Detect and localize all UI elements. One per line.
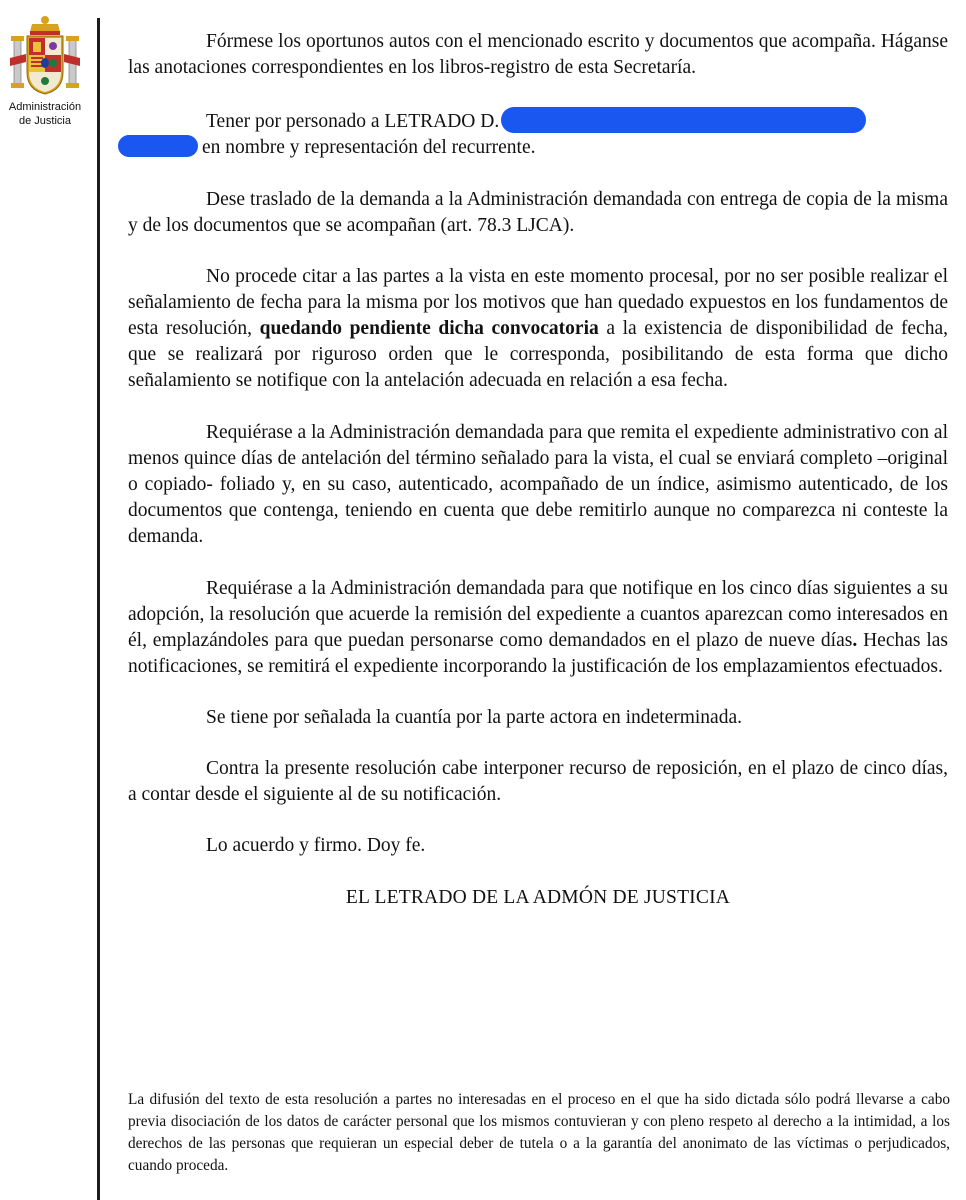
paragraph-vista: [128, 264, 948, 394]
privacy-notice: La difusión del texto de esta resolución a partes no interesadas en el proceso en el que ha sido dictada sólo podrá llevarse a cabo previa disociación de los datos de carácter personal que los mismos contuvieran y con pleno respeto al derecho a la intimidad, a los derechos de las personas que requieran un especial deber de tutela o a la garantía del anonimato de las víctimas o perjudicados, cuando proceda.: [128, 1091, 950, 1174]
signature-title: EL LETRADO DE LA ADMÓN DE JUSTICIA: [345, 887, 731, 908]
paragraph-vista-text-b: a la existencia de disponibilidad de fecha, que se realizará por riguroso orden que le corresponda, posibilitando de esta forma que dicho señalamiento se notifique con la antelación adecuada en relación a esa fecha.: [128, 318, 949, 391]
coat-of-arms-icon: [8, 14, 82, 100]
paragraph-expediente: Requiérase a la Administración demandada para que remita el expediente administrativo con al menos quince días de antelación del término señalado para la vista, el cual se enviará completo –original o copiado- foliado y, en su caso, autenticado, acompañado de un índice, asimismo autenticado, de los documentos que contenga, teniendo en cuenta que debe remitirlo aunque no comparezca ni conteste la demanda.: [128, 422, 948, 547]
logo-caption-line2: de Justicia: [19, 115, 71, 127]
paragraph-vista-text-a: No procede citar a las partes a la vista en este momento procesal, por no ser posible realizar el señalamiento de fecha para la misma por los motivos que han quedado expuestos en los fundamentos de esta resolución,: [128, 266, 948, 339]
paragraph-autos: Fórmese los oportunos autos con el mencionado escrito y documentos que acompaña. Háganse las anotaciones correspondientes en los libros-registro de esta Secretaría.: [128, 31, 948, 78]
paragraph-personado: [128, 107, 948, 161]
redaction-mark: [501, 107, 866, 133]
paragraph-vista-bold: quedando pendiente dicha convocatoria: [259, 318, 599, 339]
paragraph-personado-prefix: Tener por personado a LETRADO D.: [206, 111, 500, 132]
document-body: [128, 29, 948, 909]
redaction-mark-2: [118, 135, 198, 157]
paragraph-notificacion-text-b: Hechas las notificaciones, se remitirá el expediente incorporando la justificación de los emplazamientos efectuados.: [128, 630, 948, 677]
paragraph-recurso: Contra la presente resolución cabe interponer recurso de reposición, en el plazo de cinco días, a contar desde el siguiente al de su notificación.: [128, 758, 948, 805]
paragraph-traslado: Dese traslado de la demanda a la Administración demandada con entrega de copia de la misma y de los documentos que se acompañan (art. 78.3 LJCA).: [128, 189, 948, 236]
paragraph-firma: Lo acuerdo y firmo. Doy fe.: [206, 835, 426, 856]
paragraph-personado-suffix: en nombre y representación del recurrente.: [202, 137, 536, 158]
paragraph-cuantia: Se tiene por señalada la cuantía por la parte actora en indeterminada.: [206, 707, 742, 728]
logo-caption-line1: Administración: [8, 101, 82, 113]
paragraph-notificacion: [128, 576, 948, 680]
paragraph-notificacion-bold: .: [852, 630, 858, 651]
vertical-rule: [97, 18, 100, 1200]
paragraph-notificacion-text-a: Requiérase a la Administración demandada para que notifique en los cinco días siguientes a su adopción, la resolución que acuerde la remisión del expediente a cuantos aparezcan como interesados en él, emplazándoles para que puedan personarse como demandados en el plazo de nueve días: [128, 578, 948, 651]
ministry-logo: [0, 14, 90, 128]
